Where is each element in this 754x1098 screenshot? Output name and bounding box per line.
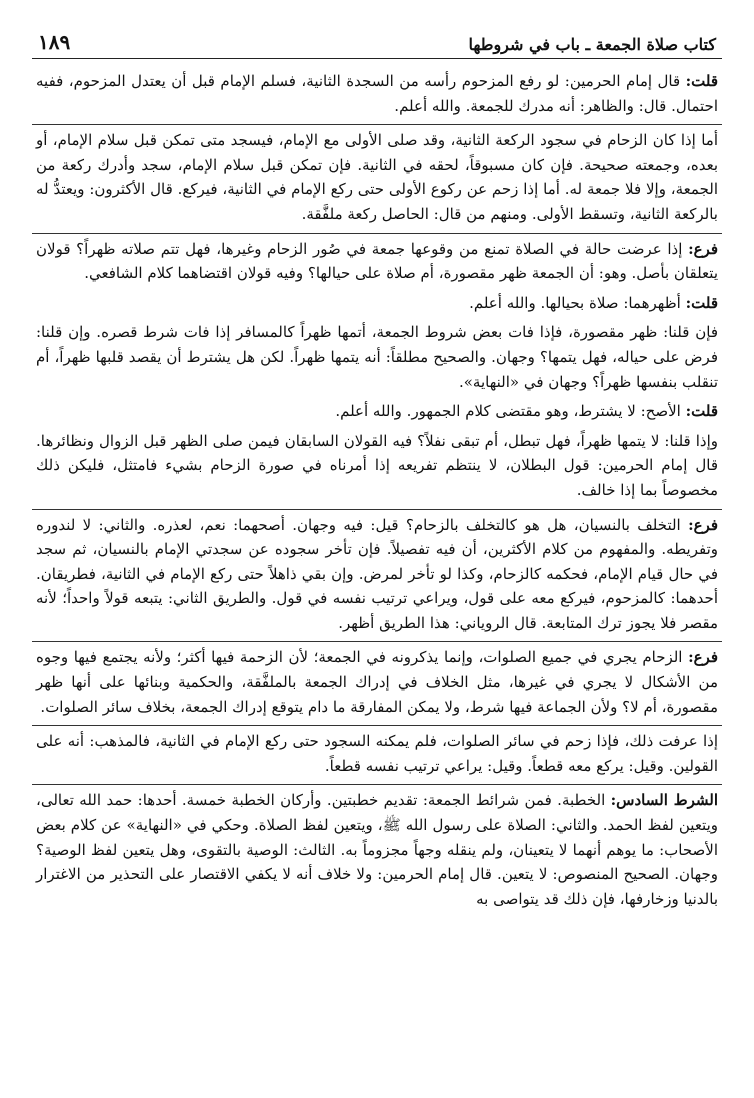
paragraph-text: إذا عرفت ذلك، فإذا زحم في سائر الصلوات، فلم يمكنه السجود حتى ركع الإمام في الثانية، فالمذهب: أنه على القولين. وقيل: يركع معه قطعاً. وقيل: يراعي ترتيب نفسه قطعاً. <box>36 732 718 775</box>
paragraph-lead: قلت: <box>685 402 718 421</box>
paragraph <box>32 429 722 503</box>
paragraph-text: فإن قلنا: ظهر مقصورة، فإذا فات بعض شروط الجمعة، أتمها ظهراً كالمسافر إذا فات شرط قصره. وإن قلنا: فرض على حياله، فهل يتمها؟ وجهان. والصحيح مطلقاً: أنه يتمها ظهراً. لكن هل يشترط أن يقصد قلبها ظهراً، أم تنقلب بنفسها ظهراً؟ وجهان في «النهاية». <box>36 323 718 391</box>
section-divider <box>32 233 722 234</box>
paragraph-text: أظهرهما: صلاة بحيالها. والله أعلم. <box>469 293 686 312</box>
paragraph-lead: قلت: <box>685 293 718 312</box>
section-divider <box>32 124 722 125</box>
paragraph-lead: فرع: <box>688 648 718 667</box>
paragraph <box>32 729 722 778</box>
paragraph-text: الزحام يجري في جميع الصلوات، وإنما يذكرونه في الجمعة؛ لأن الزحمة فيها أكثر؛ ولأنه يجتمع فيها وجوه من الأشكال لا يجري في غيرها، مثل الخلاف في إدراك الجمعة بالملفَّقة، والحكمية وبنائها على أنها ظهر مقصورة، أم لا؟ ولأن الجماعة فيها شرط، ولا يمكن المفارقة ما دام يتوقع إدراك الجمعة، بخلاف سائر الصلوات. <box>36 648 718 716</box>
paragraph <box>32 291 722 316</box>
section-divider <box>32 725 722 726</box>
paragraph <box>32 513 722 636</box>
paragraph <box>32 788 722 911</box>
page-header <box>32 18 722 59</box>
paragraph <box>32 237 722 286</box>
paragraph-lead: الشرط السادس: <box>610 791 718 810</box>
paragraph-lead: فرع: <box>688 515 718 534</box>
paragraph-text: أما إذا كان الزحام في سجود الركعة الثانية، وقد صلى الأولى مع الإمام، فيسجد متى تمكن قبل سلام الإمام، أو بعده، وجمعته صحيحة. فإن كان مسبوقاً، لحقه في الثانية. فإن تمكن قبل سلام الإمام، سجد وأدرك ركعة من الجمعة، وإلا فلا جمعة له. أما إذا زحم عن ركوع الأولى حتى ركع الإمام في الثانية، فيركع. قال الأكثرون: ويعتدُّ له بالركعة الثانية، وتسقط الأولى. ومنهم من قال: الحاصل ركعة ملفَّقة. <box>36 131 718 223</box>
page-number: ١٨٩ <box>38 30 71 54</box>
paragraph-text: التخلف بالنسيان، هل هو كالتخلف بالزحام؟ قيل: فيه وجهان. أصحهما: نعم، لعذره. والثاني: لا لندوره وتفريطه. والمفهوم من كلام الأكثرين، أن فيه تفصيلاً. فإن تأخر سجوده عن سجدتي الإمام بالنسيان، ثم سجد في حال قيام الإمام، فحكمه كالزحام، وكذا لو تأخر لمرض. وإن بقي ذاهلاً حتى ركع الإمام في الثانية، فطريقان. أحدهما: كالمزحوم، فيركع معه على قول، ويراعي ترتيب نفسه في قول. والطريق الثاني: يتبعه قولاً واحداً؛ لأنه مقصر فلا يجوز ترك المتابعة. قال الروياني: هذا الطريق أظهر. <box>36 515 718 632</box>
paragraph <box>32 320 722 394</box>
paragraph-text: الخطبة. فمن شرائط الجمعة: تقديم خطبتين. وأركان الخطبة خمسة. أحدها: حمد الله تعالى، ويتعين لفظ الحمد. والثاني: الصلاة على رسول الله ﷺ، ويتعين لفظ الصلاة. وحكي في «النهاية» عن كلام بعض الأصحاب: ما يوهم أنهما لا يتعينان، ولم ينقله وجهاً مجزوماً به. الثالث: الوصية بالتقوى، وهل يتعين لفظ الوصية؟ وجهان. الصحيح المنصوص: لا يتعين. قال إمام الحرمين: ولا خلاف أنه لا يكفي الاقتصار على التحذير من الاغترار بالدنيا وزخارفها، فإن ذلك قد يتواصى به <box>36 791 718 908</box>
paragraph-text: إذا عرضت حالة في الصلاة تمنع من وقوعها جمعة في صُور الزحام وغيرها، فهل تتم صلاته ظهراً؟ قولان يتعلقان بأصل. وهو: أن الجمعة ظهر مقصورة، أم صلاة على حيالها؟ وفيه قولان اقتضاهما كلام الشافعي. <box>36 239 718 283</box>
section-divider <box>32 784 722 785</box>
paragraph-lead: قلت: <box>685 72 718 90</box>
paragraph-text: وإذا قلنا: لا يتمها ظهراً، فهل تبطل، أم تبقى نفلاً؟ فيه القولان السابقان فيمن صلى الظهر قبل الزوال ونظائرها. قال إمام الحرمين: قول البطلان، لا ينتظم تفريعه إذا أمرناه في صورة الزحام بشيء فامتثل، فليكن ذلك مخصوصاً بما إذا خالف. <box>36 431 718 499</box>
paragraph <box>32 128 722 226</box>
section-divider <box>32 509 722 510</box>
page-body <box>32 69 722 911</box>
paragraph <box>32 69 722 118</box>
running-title: كتاب صلاة الجمعة ـ باب في شروطها <box>468 35 716 54</box>
section-divider <box>32 641 722 642</box>
paragraph <box>32 645 722 719</box>
paragraph-lead: فرع: <box>688 239 718 258</box>
paragraph-text: قال إمام الحرمين: لو رفع المزحوم رأسه من السجدة الثانية، فسلم الإمام قبل أن يعتدل المزحوم، ففيه احتمال. قال: والظاهر: أنه مدرك للجمعة. والله أعلم. <box>36 72 718 115</box>
paragraph <box>32 399 722 424</box>
paragraph-text: الأصح: لا يشترط، وهو مقتضى كلام الجمهور. والله أعلم. <box>335 402 686 421</box>
